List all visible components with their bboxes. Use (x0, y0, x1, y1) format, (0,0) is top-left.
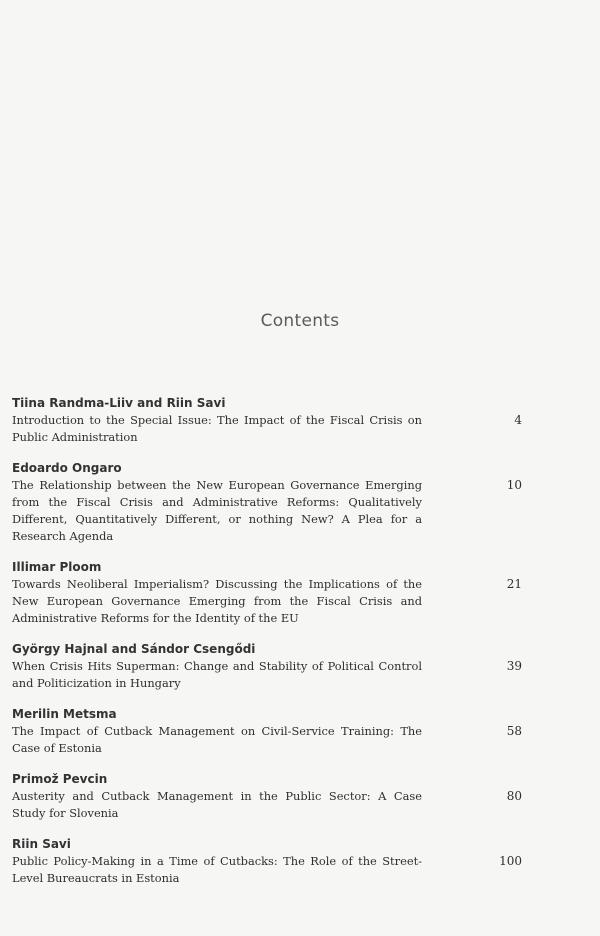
entry-page-number: 39 (506, 659, 522, 673)
entry-title: Introduction to the Special Issue: The Impact of the Fiscal Crisis on Public Administration (12, 413, 422, 444)
toc-entry (12, 641, 522, 692)
entry-title: The Impact of Cutback Management on Civil-Service Training: The Case of Estonia (12, 724, 422, 755)
entry-author: Illimar Ploom (12, 560, 102, 574)
entry-title: The Relationship between the New European Governance Emerging from the Fiscal Crisis and Administrative Reforms: Qualitatively Different, Quantitatively Different, or nothing New? A Plea for a Research Agenda (12, 478, 422, 543)
toc-entry (12, 395, 522, 446)
toc-entry (12, 460, 522, 545)
entry-title: Towards Neoliberal Imperialism? Discussing the Implications of the New European Governance Emerging from the Fiscal Crisis and Administrative Reforms for the Identity of the EU (12, 577, 422, 625)
entry-title: Public Policy-Making in a Time of Cutbacks: The Role of the Street-Level Bureaucrats in Estonia (12, 854, 422, 885)
entry-author: Tiina Randma-Liiv and Riin Savi (12, 396, 226, 410)
entry-author: György Hajnal and Sándor Csengődi (12, 642, 256, 656)
toc-entry (12, 706, 522, 757)
entry-author: Merilin Metsma (12, 707, 117, 721)
entry-page-number: 100 (499, 854, 522, 868)
entry-page-number: 80 (506, 789, 522, 803)
entry-author: Riin Savi (12, 837, 71, 851)
entry-page-number: 21 (506, 577, 522, 591)
toc-entry (12, 771, 522, 822)
page-title: Contents (260, 311, 340, 331)
entry-page-number: 58 (506, 724, 522, 738)
entry-page-number: 10 (506, 478, 522, 492)
toc-entry (12, 559, 522, 627)
entry-title: When Crisis Hits Superman: Change and Stability of Political Control and Politicization in Hungary (12, 659, 422, 690)
entry-page-number: 4 (514, 413, 522, 427)
toc-entry (12, 836, 522, 887)
entry-title: Austerity and Cutback Management in the Public Sector: A Case Study for Slovenia (12, 789, 422, 820)
entry-author: Primož Pevcin (12, 772, 108, 786)
entry-author: Edoardo Ongaro (12, 461, 122, 475)
table-of-contents (12, 395, 522, 901)
